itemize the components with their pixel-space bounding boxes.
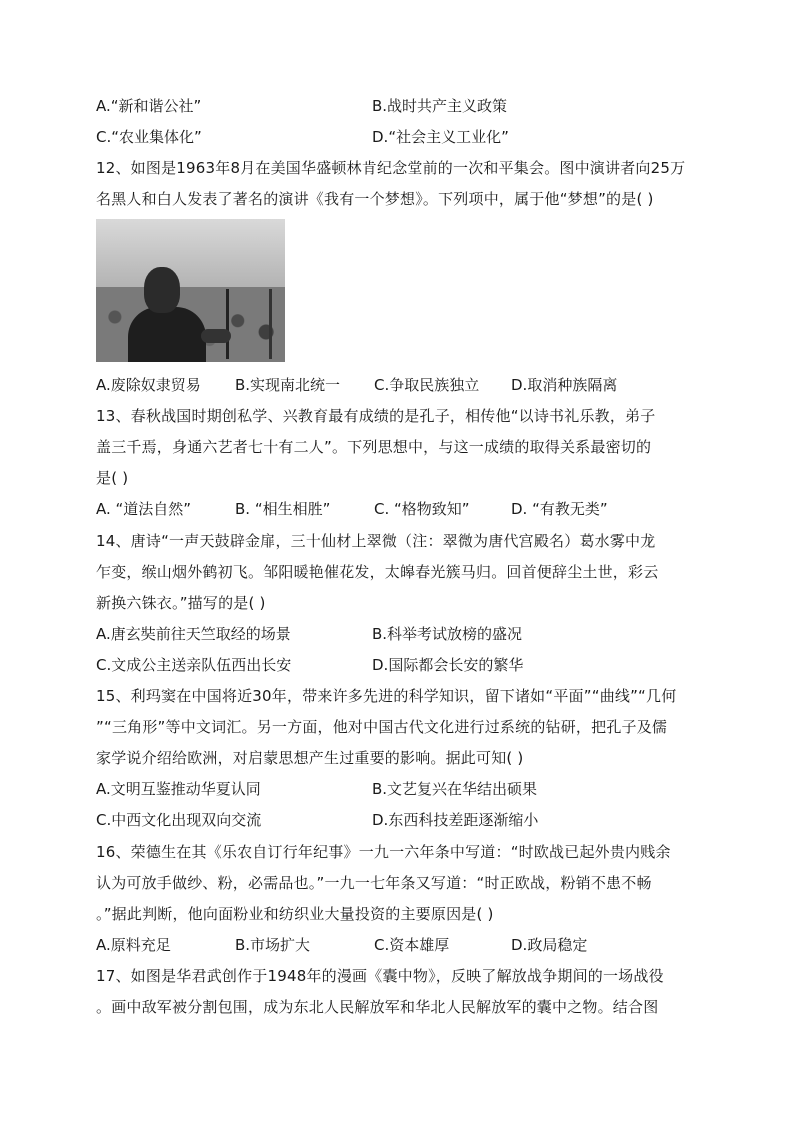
- q17-stem-line2: 。画中敌军被分割包围，成为东北人民解放军和华北人民解放军的囊中之物。结合图: [96, 998, 659, 1016]
- q13-option-c: C. “格物致知”: [374, 500, 470, 518]
- q14-option-d: D.国际都会长安的繁华: [372, 656, 524, 674]
- q13-stem-line1: 13、春秋战国时期创私学、兴教育最有成绩的是孔子，相传他“以诗书礼乐教，弟子: [96, 407, 656, 425]
- q15-option-b: B.文艺复兴在华结出硕果: [372, 780, 538, 798]
- q12-option-c: C.争取民族独立: [374, 376, 480, 394]
- q15-stem-line2: ”“三角形”等中文词汇。另一方面，他对中国古代文化进行过系统的钻研，把孔子及儒: [96, 718, 668, 736]
- photo-speaker-hand: [201, 329, 231, 343]
- q13-option-d: D. “有教无类”: [511, 500, 608, 518]
- q15-option-d: D.东西科技差距逐渐缩小: [372, 811, 539, 829]
- q13-stem-line3: 是( ): [96, 469, 129, 487]
- q16-option-d: D.政局稳定: [511, 936, 588, 954]
- q16-option-b: B.市场扩大: [235, 936, 311, 954]
- q14-option-b: B.科举考试放榜的盛况: [372, 625, 523, 643]
- q12-stem-line1: 12、如图是1963年8月在美国华盛顿林肯纪念堂前的一次和平集会。图中演讲者向25万: [96, 159, 686, 177]
- q14-option-c: C.文成公主送亲队伍西出长安: [96, 656, 292, 674]
- q15-option-c: C.中西文化出现双向交流: [96, 811, 262, 829]
- speech-photo: [96, 219, 285, 362]
- q15-option-a: A.文明互鉴推动华夏认同: [96, 780, 261, 798]
- q12-option-b: B.实现南北统一: [235, 376, 341, 394]
- q12-stem-line2: 名黑人和白人发表了著名的演讲《我有一个梦想》。下列项中，属于他“梦想”的是( ): [96, 190, 654, 208]
- q15-stem-line3: 家学说介绍给欧洲，对启蒙思想产生过重要的影响。据此可知( ): [96, 749, 524, 767]
- q17-stem-line1: 17、如图是华君武创作于1948年的漫画《囊中物》，反映了解放战争期间的一场战役: [96, 967, 664, 985]
- q12-option-a: A.废除奴隶贸易: [96, 376, 201, 394]
- q11-option-d: D.“社会主义工业化”: [372, 128, 509, 146]
- q13-stem-line2: 盖三千焉，身通六艺者七十有二人”。下列思想中，与这一成绩的取得关系最密切的: [96, 438, 652, 456]
- q15-stem-line1: 15、利玛窦在中国将近30年，带来许多先进的科学知识，留下诸如“平面”“曲线”“几何: [96, 687, 677, 705]
- q11-option-c: C.“农业集体化”: [96, 128, 202, 146]
- q16-option-a: A.原料充足: [96, 936, 171, 954]
- q14-option-a: A.唐玄奘前往天竺取经的场景: [96, 625, 291, 643]
- q16-option-c: C.资本雄厚: [374, 936, 450, 954]
- q16-stem-line1: 16、荣德生在其《乐农自订行年纪事》一九一六年条中写道：“时欧战已起外贵内贱余: [96, 843, 671, 861]
- q14-stem-line2: 乍变，缑山烟外鹤初飞。邹阳暖艳催花发，太皞春光簇马归。回首便辞尘土世，彩云: [96, 563, 659, 581]
- q14-stem-line1: 14、唐诗“一声天鼓辟金扉，三十仙材上翠微（注：翠微为唐代宫殿名）葛水雾中龙: [96, 532, 656, 550]
- q16-stem-line2: 认为可放手做纱、粉，必需品也。”一九一七年条又写道：“时正欧战，粉销不患不畅: [96, 874, 652, 892]
- q11-option-a: A.“新和谐公社”: [96, 97, 202, 115]
- q13-option-b: B. “相生相胜”: [235, 500, 331, 518]
- photo-speaker-body: [128, 307, 206, 362]
- q12-option-d: D.取消种族隔离: [511, 376, 618, 394]
- photo-microphones: [226, 289, 272, 359]
- q16-stem-line3: 。”据此判断，他向面粉业和纺织业大量投资的主要原因是( ): [96, 905, 494, 923]
- q11-option-b: B.战时共产主义政策: [372, 97, 508, 115]
- photo-speaker-head: [144, 267, 180, 313]
- q13-option-a: A. “道法自然”: [96, 500, 192, 518]
- q14-stem-line3: 新换六铢衣。”描写的是( ): [96, 594, 266, 612]
